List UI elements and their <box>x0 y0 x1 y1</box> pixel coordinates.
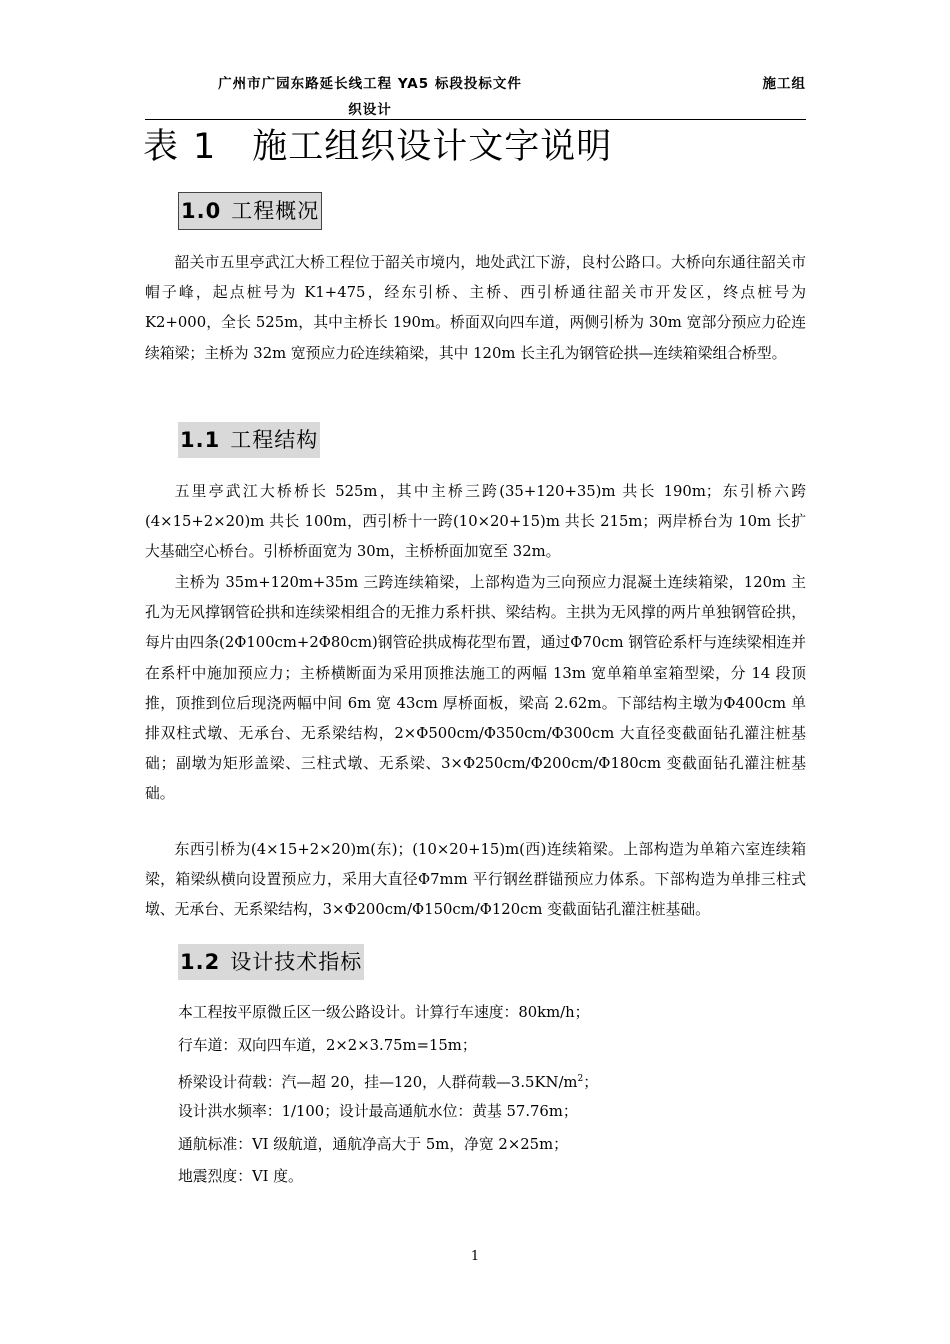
paragraph-structure-1: 五里亭武江大桥桥长 525m，其中主桥三跨(35+120+35)m 共长 190m；东引桥六跨(4×15+2×20)m 共长 100m，西引桥十一跨(10×20+15)m 共长 215m；两岸桥台为 10m 长扩大基础空心桥台。引桥桥面宽为 30m，主桥桥面加宽至 32m。 <box>145 483 806 561</box>
header-line-2: 织设计 <box>348 102 392 118</box>
section-number: 1.0 <box>181 199 222 223</box>
section-title: 工程概况 <box>231 199 320 223</box>
section-heading-overview <box>178 192 322 230</box>
header-line-1: 广州市广园东路延长线工程 YA5 标段投标文件 <box>218 76 522 92</box>
running-header-left <box>145 71 595 123</box>
spec-line-load <box>178 1069 598 1093</box>
running-header-right: 施工组 <box>762 76 806 92</box>
section-heading-structure <box>178 422 320 458</box>
spec-load-text: 桥梁设计荷载：汽—超 20，挂—120，人群荷载—3.5KN/m <box>178 1073 578 1091</box>
title-prefix: 表 <box>143 127 180 167</box>
spec-line-seismic: 地震烈度：VI 度。 <box>178 1168 303 1185</box>
section-number: 1.2 <box>180 950 221 974</box>
title-number: 1 <box>193 127 217 167</box>
section-number: 1.1 <box>180 428 221 452</box>
spec-line-navigation: 通航标准：VI 级航道，通航净高大于 5m，净宽 2×25m； <box>178 1136 568 1153</box>
spec-line-flood: 设计洪水频率：1/100；设计最高通航水位：黄基 57.76m； <box>178 1103 578 1120</box>
paragraph-structure-2: 主桥为 35m+120m+35m 三跨连续箱梁，上部构造为三向预应力混凝土连续箱梁，120m 主孔为无风撑钢管砼拱和连续梁相组合的无推力系杆拱、梁结构。主拱为无风撑的两片单独钢管砼拱，每片由四条(2Φ100cm+2Φ80cm)钢管砼拱成梅花型布置，通过Φ70cm 钢管砼系杆与连续梁相连并在系杆中施加预应力；主桥横断面为采用顶推法施工的两幅 13m 宽单箱单室箱型梁，分 14 段顶推，顶推到位后现浇两幅中间 6m 宽 43cm 厚桥面板，梁高 2.62m。下部结构主墩为Φ400cm 单排双柱式墩、无承台、无系梁结构，2×Φ500cm/Φ350cm/Φ300cm 大直径变截面钻孔灌注桩基础；副墩为矩形盖梁、三柱式墩、无系梁、3×Φ250cm/Φ200cm/Φ180cm 变截面钻孔灌注桩基础。 <box>145 574 806 803</box>
title-text: 施工组织设计文字说明 <box>252 127 613 167</box>
spec-line-lanes: 行车道：双向四车道，2×2×3.75m=15m； <box>178 1037 477 1054</box>
header-rule <box>145 119 806 120</box>
spec-load-end: ； <box>583 1073 599 1091</box>
document-title <box>143 122 612 172</box>
paragraph-structure-3: 东西引桥为(4×15+2×20)m(东)；(10×20+15)m(西)连续箱梁。上部构造为单箱六室连续箱梁，箱梁纵横向设置预应力，采用大直径Φ7mm 平行钢丝群锚预应力体系。下部构造为单排三柱式墩、无承台、无系梁结构，3×Φ200cm/Φ150cm/Φ120cm 变截面钻孔灌注桩基础。 <box>145 841 806 919</box>
spec-load-superscript: 2 <box>577 1074 584 1084</box>
page-number: 1 <box>470 1249 480 1264</box>
section-title: 工程结构 <box>230 428 319 452</box>
section-title: 设计技术指标 <box>230 950 363 974</box>
spec-line-speed: 本工程按平原微丘区一级公路设计。计算行车速度：80km/h； <box>178 1004 590 1021</box>
section-heading-design-indicators <box>178 944 364 980</box>
paragraph-overview: 韶关市五里亭武江大桥工程位于韶关市境内，地处武江下游，良村公路口。大桥向东通往韶关市帽子峰，起点桩号为 K1+475，经东引桥、主桥、西引桥通往韶关市开发区，终点桩号为 K2+000，全长 525m，其中主桥长 190m。桥面双向四车道，两侧引桥为 30m 宽部分预应力砼连续箱梁；主桥为 32m 宽预应力砼连续箱梁，其中 120m 长主孔为钢管砼拱—连续箱梁组合桥型。 <box>145 254 806 362</box>
